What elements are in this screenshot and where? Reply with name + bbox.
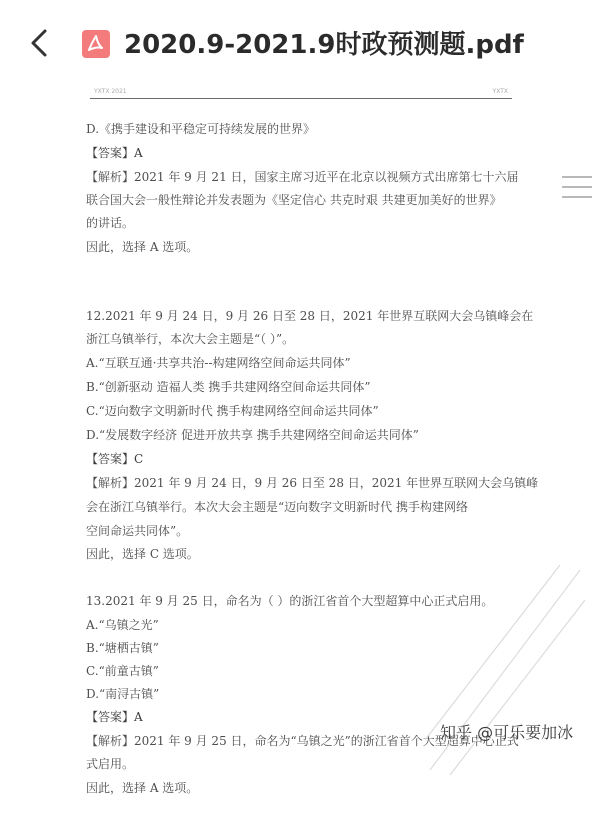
analysis-line: 【解析】2021 年 9 月 21 日，国家主席习近平在北京以视频方式出席第七十六届 bbox=[86, 170, 519, 184]
question-13: 13.2021 年 9 月 25 日，命名为（ ）的浙江省首个大型超算中心正式启用。 bbox=[86, 594, 494, 608]
analysis-line: 会在浙江乌镇举行。本次大会主题是“迈向数字文明新时代 携手构建网络 bbox=[86, 500, 468, 514]
chevron-left-icon bbox=[29, 28, 49, 58]
diagonal-watermark-stamp bbox=[420, 560, 590, 780]
option-d: D.“发展数字经济 促进开放共享 携手共建网络空间命运共同体” bbox=[86, 428, 419, 442]
option-d: D.《携手建设和平稳定可持续发展的世界》 bbox=[86, 122, 316, 136]
analysis-line: 的讲话。 bbox=[86, 216, 135, 230]
running-header bbox=[90, 86, 512, 99]
analysis-line: 【解析】2021 年 9 月 25 日，命名为“乌镇之光”的浙江省首个大型超算中心正式 bbox=[86, 734, 519, 748]
question-12: 12.2021 年 9 月 24 日，9 月 26 日至 28 日，2021 年世界互联网大会乌镇峰会在 bbox=[86, 309, 534, 323]
running-header-right: YXTX bbox=[492, 88, 508, 95]
option-b: B.“创新驱动 造福人类 携手共建网络空间命运共同体” bbox=[86, 380, 371, 394]
pdf-icon bbox=[82, 30, 110, 58]
running-header-left: YXTX 2021 bbox=[94, 88, 127, 95]
hamburger-menu-button[interactable] bbox=[562, 176, 592, 204]
question-12-cont: 浙江乌镇举行，本次大会主题是“（ ）”。 bbox=[86, 332, 295, 346]
conclusion-line: 因此，选择 A 选项。 bbox=[86, 240, 199, 254]
option-d: D.“南浔古镇” bbox=[86, 687, 160, 701]
answer-label: 【答案】A bbox=[86, 710, 143, 724]
menu-bar bbox=[562, 196, 592, 198]
analysis-line: 联合国大会一般性辩论并发表题为《坚定信心 共克时艰 共建更加美好的世界》 bbox=[86, 193, 502, 207]
zhihu-watermark: 知乎 @可乐要加冰 bbox=[440, 723, 574, 742]
option-c: C.“迈向数字文明新时代 携手构建网络空间命运共同体” bbox=[86, 404, 379, 418]
analysis-line: 式启用。 bbox=[86, 757, 135, 771]
document-title: 2020.9-2021.9时政预测题.pdf bbox=[124, 30, 524, 60]
option-a: A.“互联互通·共享共治--构建网络空间命运共同体” bbox=[86, 356, 351, 370]
conclusion-line: 因此，选择 C 选项。 bbox=[86, 547, 199, 561]
back-button[interactable] bbox=[22, 26, 56, 60]
analysis-line: 【解析】2021 年 9 月 24 日，9 月 26 日至 28 日，2021 年世界互联网大会乌镇峰 bbox=[86, 476, 539, 490]
analysis-line: 空间命运共同体”。 bbox=[86, 524, 189, 538]
answer-label: 【答案】C bbox=[86, 452, 144, 466]
top-bar bbox=[0, 0, 600, 84]
menu-bar bbox=[562, 186, 592, 188]
answer-label: 【答案】A bbox=[86, 146, 143, 160]
option-c: C.“前童古镇” bbox=[86, 664, 159, 678]
menu-bar bbox=[562, 176, 592, 178]
conclusion-line: 因此，选择 A 选项。 bbox=[86, 781, 199, 795]
option-b: B.“塘栖古镇” bbox=[86, 641, 159, 655]
option-a: A.“乌镇之光” bbox=[86, 618, 159, 632]
